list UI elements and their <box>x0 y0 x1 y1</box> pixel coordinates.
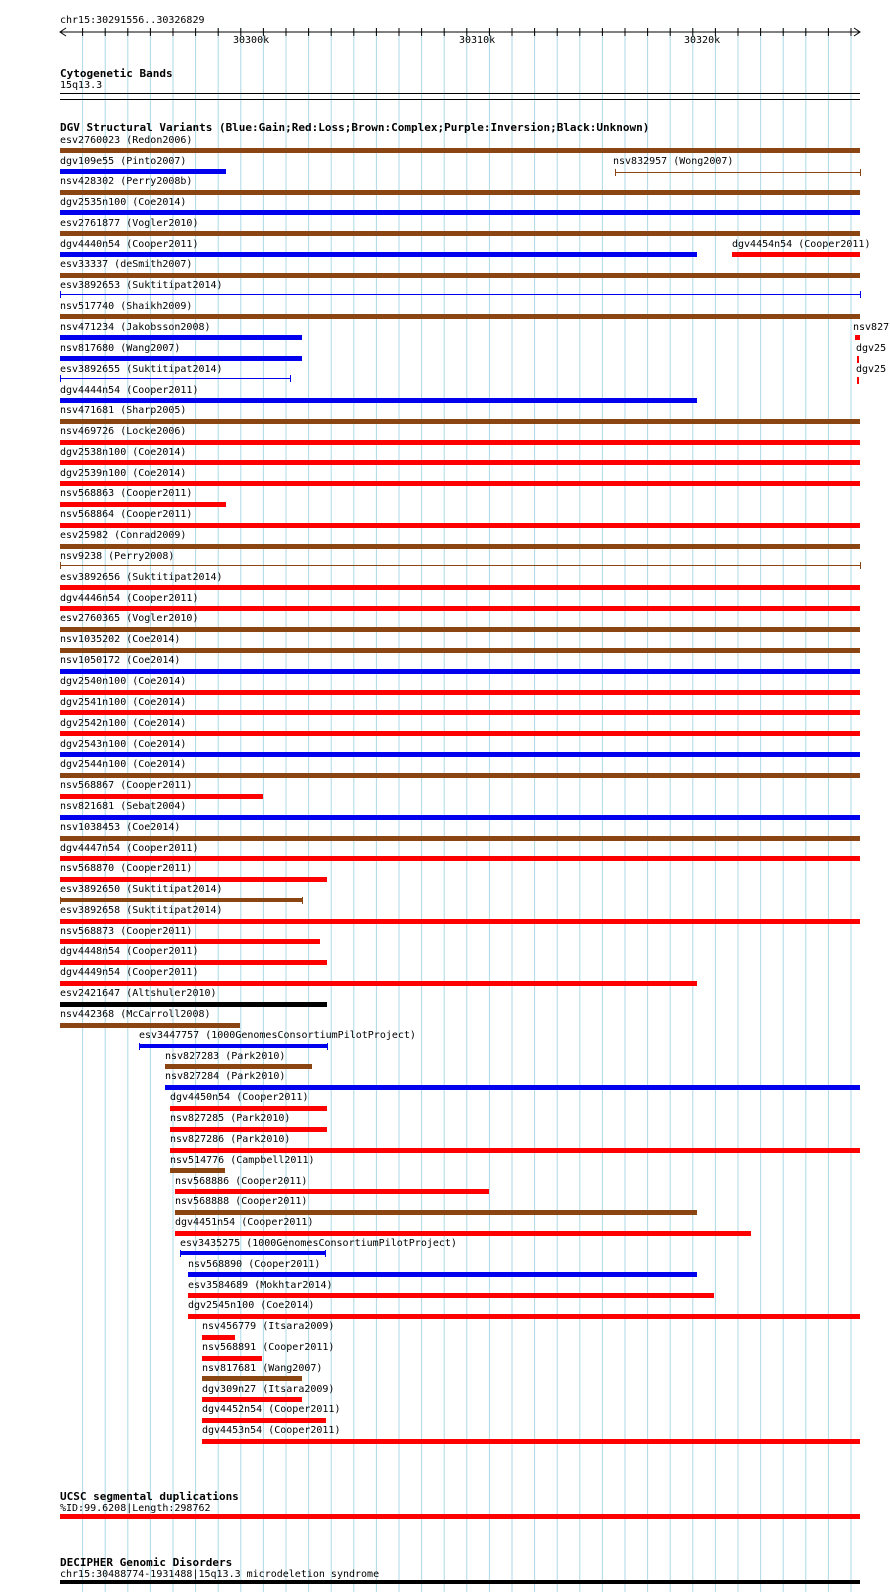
variant-bar[interactable] <box>60 794 263 799</box>
variant-whisker-cap <box>860 562 861 569</box>
variant-label[interactable]: dgv109e55 (Pinto2007) <box>60 156 187 167</box>
variant-label[interactable]: esv2421647 (Altshuler2010) <box>60 988 217 999</box>
variant-bar[interactable] <box>175 1189 489 1194</box>
variant-bar[interactable] <box>188 1314 860 1319</box>
variant-bar[interactable] <box>60 648 860 653</box>
ruler-tick-label: 30310k <box>459 35 496 46</box>
variant-label[interactable]: dgv4452n54 (Cooper2011) <box>202 1404 341 1415</box>
variant-whisker-cap <box>60 562 61 569</box>
variant-bar[interactable] <box>202 1439 860 1444</box>
variant-whisker-cap <box>60 291 61 298</box>
cytogenetic-band-border <box>60 99 860 100</box>
variant-label[interactable]: nsv817681 (Wang2007) <box>202 1363 323 1374</box>
variant-bar[interactable] <box>60 502 226 507</box>
variant-bar[interactable] <box>60 273 860 278</box>
variant-label[interactable]: dgv2542n100 (Coe2014) <box>60 718 187 729</box>
variant-bar[interactable] <box>615 172 860 173</box>
variant-bar[interactable] <box>855 335 860 340</box>
variant-bar[interactable] <box>60 981 697 986</box>
variant-label[interactable]: dgv2538n100 (Coe2014) <box>60 447 187 458</box>
variant-label[interactable]: nsv568891 (Cooper2011) <box>202 1342 335 1353</box>
variant-bar[interactable] <box>60 460 860 465</box>
variant-label[interactable]: esv3892658 (Suktitipat2014) <box>60 905 223 916</box>
variant-whisker-cap <box>325 1250 326 1257</box>
dgv-track-title[interactable]: DGV Structural Variants (Blue:Gain;Red:Loss;Brown:Complex;Purple:Inversion;Black:Unknown) <box>60 121 650 134</box>
variant-bar[interactable] <box>60 148 860 153</box>
variant-bar[interactable] <box>60 190 860 195</box>
variant-bar[interactable] <box>175 1210 697 1215</box>
variant-bar[interactable] <box>170 1106 327 1111</box>
variant-bar[interactable] <box>60 1023 240 1028</box>
variant-whisker-cap <box>290 375 291 382</box>
variant-label[interactable]: nsv428302 (Perry2008b) <box>60 176 193 187</box>
decipher-track-title[interactable]: DECIPHER Genomic Disorders <box>60 1556 233 1569</box>
variant-bar[interactable] <box>188 1272 697 1277</box>
variant-label[interactable]: nsv442368 (McCarroll2008) <box>60 1009 211 1020</box>
variant-label[interactable]: esv2760023 (Redon2006) <box>60 135 193 146</box>
variant-label[interactable]: nsv827 <box>853 322 890 333</box>
ruler-axis <box>0 0 890 50</box>
ruler-tick-label: 30300k <box>233 35 270 46</box>
variant-bar[interactable] <box>60 481 860 486</box>
variant-whisker-cap <box>615 169 616 176</box>
segdup-bar[interactable] <box>60 1514 860 1519</box>
cytogenetic-band[interactable] <box>60 93 860 94</box>
variant-label[interactable]: nsv568864 (Cooper2011) <box>60 509 193 520</box>
variant-label[interactable]: dgv2540n100 (Coe2014) <box>60 676 187 687</box>
variant-label[interactable]: nsv827286 (Park2010) <box>170 1134 291 1145</box>
variant-bar[interactable] <box>60 960 327 965</box>
variant-label[interactable]: dgv4450n54 (Cooper2011) <box>170 1092 309 1103</box>
variant-bar[interactable] <box>60 836 860 841</box>
variant-label[interactable]: dgv4448n54 (Cooper2011) <box>60 946 199 957</box>
variant-label[interactable]: nsv821681 (Sebat2004) <box>60 801 187 812</box>
variant-label[interactable]: dgv4447n54 (Cooper2011) <box>60 843 199 854</box>
variant-bar[interactable] <box>60 669 860 674</box>
variant-label[interactable]: esv3447757 (1000GenomesConsortiumPilotProject) <box>139 1030 416 1041</box>
variant-bar[interactable] <box>60 523 860 528</box>
variant-bar[interactable] <box>60 565 860 566</box>
variant-bar[interactable] <box>60 606 860 611</box>
variant-bar[interactable] <box>139 1044 327 1048</box>
variant-label[interactable]: dgv2545n100 (Coe2014) <box>188 1300 315 1311</box>
variant-label[interactable]: nsv9238 (Perry2008) <box>60 551 175 562</box>
variant-bar[interactable] <box>60 378 290 379</box>
variant-bar[interactable] <box>175 1231 751 1236</box>
variant-label[interactable]: dgv2535n100 (Coe2014) <box>60 197 187 208</box>
variant-label[interactable]: dgv25 <box>856 364 887 375</box>
variant-bar[interactable] <box>857 356 859 363</box>
variant-whisker-cap <box>860 169 861 176</box>
variant-bar[interactable] <box>60 440 860 445</box>
variant-label[interactable]: dgv4449n54 (Cooper2011) <box>60 967 199 978</box>
variant-label[interactable]: esv2761877 (Vogler2010) <box>60 218 199 229</box>
decipher-bar[interactable] <box>60 1580 860 1584</box>
cytogenetic-track-title[interactable]: Cytogenetic Bands <box>60 67 173 80</box>
ruler-tick-label: 30320k <box>684 35 721 46</box>
variant-whisker-cap <box>327 1043 328 1050</box>
variant-label[interactable]: nsv568867 (Cooper2011) <box>60 780 193 791</box>
variant-bar[interactable] <box>60 419 860 424</box>
variant-bar[interactable] <box>60 627 860 632</box>
variant-label[interactable]: nsv471234 (Jakobsson2008) <box>60 322 211 333</box>
variant-label[interactable]: nsv517740 (Shaikh2009) <box>60 301 193 312</box>
variant-label[interactable]: esv3584689 (Mokhtar2014) <box>188 1280 333 1291</box>
segdup-track-title[interactable]: UCSC segmental duplications <box>60 1490 239 1503</box>
variant-bar[interactable] <box>60 690 860 695</box>
variant-bar[interactable] <box>60 398 697 403</box>
variant-bar[interactable] <box>60 252 697 257</box>
variant-whisker-cap <box>860 291 861 298</box>
variant-label[interactable]: nsv827283 (Park2010) <box>165 1051 286 1062</box>
variant-bar[interactable] <box>180 1251 325 1255</box>
variant-label[interactable]: dgv25 <box>856 343 887 354</box>
variant-label[interactable]: dgv4444n54 (Cooper2011) <box>60 385 199 396</box>
variant-label[interactable]: dgv2543n100 (Coe2014) <box>60 739 187 750</box>
variant-label[interactable]: esv3892655 (Suktitipat2014) <box>60 364 223 375</box>
variant-label[interactable]: nsv469726 (Locke2006) <box>60 426 187 437</box>
variant-label[interactable]: dgv309n27 (Itsara2009) <box>202 1384 335 1395</box>
variant-label[interactable]: esv25982 (Conrad2009) <box>60 530 187 541</box>
variant-label[interactable]: nsv471681 (Sharp2005) <box>60 405 187 416</box>
variant-label[interactable]: esv3892650 (Suktitipat2014) <box>60 884 223 895</box>
variant-bar[interactable] <box>170 1127 327 1132</box>
variant-label[interactable]: nsv1035202 (Coe2014) <box>60 634 181 645</box>
decipher-label: chr15:30488774-1931488|15q13.3 microdeletion syndrome <box>60 1569 380 1580</box>
variant-label[interactable]: esv3892653 (Suktitipat2014) <box>60 280 223 291</box>
variant-label[interactable]: nsv568863 (Cooper2011) <box>60 488 193 499</box>
variant-bar[interactable] <box>732 252 860 257</box>
variant-label[interactable]: nsv827285 (Park2010) <box>170 1113 291 1124</box>
variant-bar[interactable] <box>60 877 327 882</box>
variant-bar[interactable] <box>170 1148 860 1153</box>
variant-bar[interactable] <box>60 710 860 715</box>
variant-bar[interactable] <box>202 1418 326 1423</box>
variant-bar[interactable] <box>60 169 226 174</box>
variant-label[interactable]: nsv568886 (Cooper2011) <box>175 1176 308 1187</box>
variant-whisker-cap <box>139 1043 140 1050</box>
variant-bar[interactable] <box>165 1064 312 1069</box>
variant-label[interactable]: dgv4440n54 (Cooper2011) <box>60 239 199 250</box>
variant-bar[interactable] <box>60 731 860 736</box>
segdup-label: %ID:99.6208|Length:298762 <box>60 1503 211 1514</box>
variant-bar[interactable] <box>60 815 860 820</box>
variant-whisker-cap <box>60 897 61 904</box>
variant-label[interactable]: dgv4454n54 (Cooper2011) <box>732 239 871 250</box>
variant-bar[interactable] <box>857 377 859 384</box>
variant-label[interactable]: nsv456779 (Itsara2009) <box>202 1321 335 1332</box>
variant-bar[interactable] <box>202 1397 302 1402</box>
variant-label[interactable]: nsv817680 (Wang2007) <box>60 343 181 354</box>
variant-bar[interactable] <box>188 1293 714 1298</box>
variant-bar[interactable] <box>60 919 860 924</box>
variant-bar[interactable] <box>170 1168 225 1173</box>
variant-bar[interactable] <box>60 1002 327 1007</box>
variant-bar[interactable] <box>60 585 860 590</box>
variant-label[interactable]: nsv568890 (Cooper2011) <box>188 1259 321 1270</box>
variant-label[interactable]: dgv2544n100 (Coe2014) <box>60 759 187 770</box>
variant-label[interactable]: nsv1050172 (Coe2014) <box>60 655 181 666</box>
cytogenetic-band-label: 15q13.3 <box>60 80 103 91</box>
variant-whisker-cap <box>180 1250 181 1257</box>
variant-bar[interactable] <box>60 294 860 295</box>
variant-bar[interactable] <box>60 335 302 340</box>
variant-bar[interactable] <box>60 856 860 861</box>
ruler-range-label: chr15:30291556..30326829 <box>60 15 205 26</box>
variant-label[interactable]: esv3435275 (1000GenomesConsortiumPilotProject) <box>180 1238 457 1249</box>
variant-label[interactable]: nsv568870 (Cooper2011) <box>60 863 193 874</box>
variant-bar[interactable] <box>60 544 860 549</box>
variant-label[interactable]: esv33337 (deSmith2007) <box>60 259 193 270</box>
variant-label[interactable]: nsv832957 (Wong2007) <box>613 156 734 167</box>
variant-bar[interactable] <box>60 210 860 215</box>
variant-bar[interactable] <box>60 898 302 902</box>
variant-bar[interactable] <box>60 752 860 757</box>
variant-label[interactable]: nsv514776 (Campbell2011) <box>170 1155 315 1166</box>
variant-label[interactable]: nsv568888 (Cooper2011) <box>175 1196 308 1207</box>
variant-label[interactable]: dgv4446n54 (Cooper2011) <box>60 593 199 604</box>
variant-bar[interactable] <box>165 1085 860 1090</box>
variant-label[interactable]: dgv4453n54 (Cooper2011) <box>202 1425 341 1436</box>
variant-label[interactable]: dgv4451n54 (Cooper2011) <box>175 1217 314 1228</box>
variant-label[interactable]: nsv1038453 (Coe2014) <box>60 822 181 833</box>
variant-label[interactable]: nsv568873 (Cooper2011) <box>60 926 193 937</box>
variant-label[interactable]: esv3892656 (Suktitipat2014) <box>60 572 223 583</box>
variant-bar[interactable] <box>202 1376 302 1381</box>
variant-label[interactable]: dgv2539n100 (Coe2014) <box>60 468 187 479</box>
variant-label[interactable]: dgv2541n100 (Coe2014) <box>60 697 187 708</box>
variant-bar[interactable] <box>60 231 860 236</box>
variant-bar[interactable] <box>60 773 860 778</box>
variant-label[interactable]: nsv827284 (Park2010) <box>165 1071 286 1082</box>
variant-bar[interactable] <box>60 939 320 944</box>
variant-bar[interactable] <box>202 1356 262 1361</box>
variant-bar[interactable] <box>202 1335 235 1340</box>
variant-whisker-cap <box>60 375 61 382</box>
variant-whisker-cap <box>302 897 303 904</box>
variant-bar[interactable] <box>60 356 302 361</box>
variant-label[interactable]: esv2760365 (Vogler2010) <box>60 613 199 624</box>
variant-bar[interactable] <box>60 314 860 319</box>
